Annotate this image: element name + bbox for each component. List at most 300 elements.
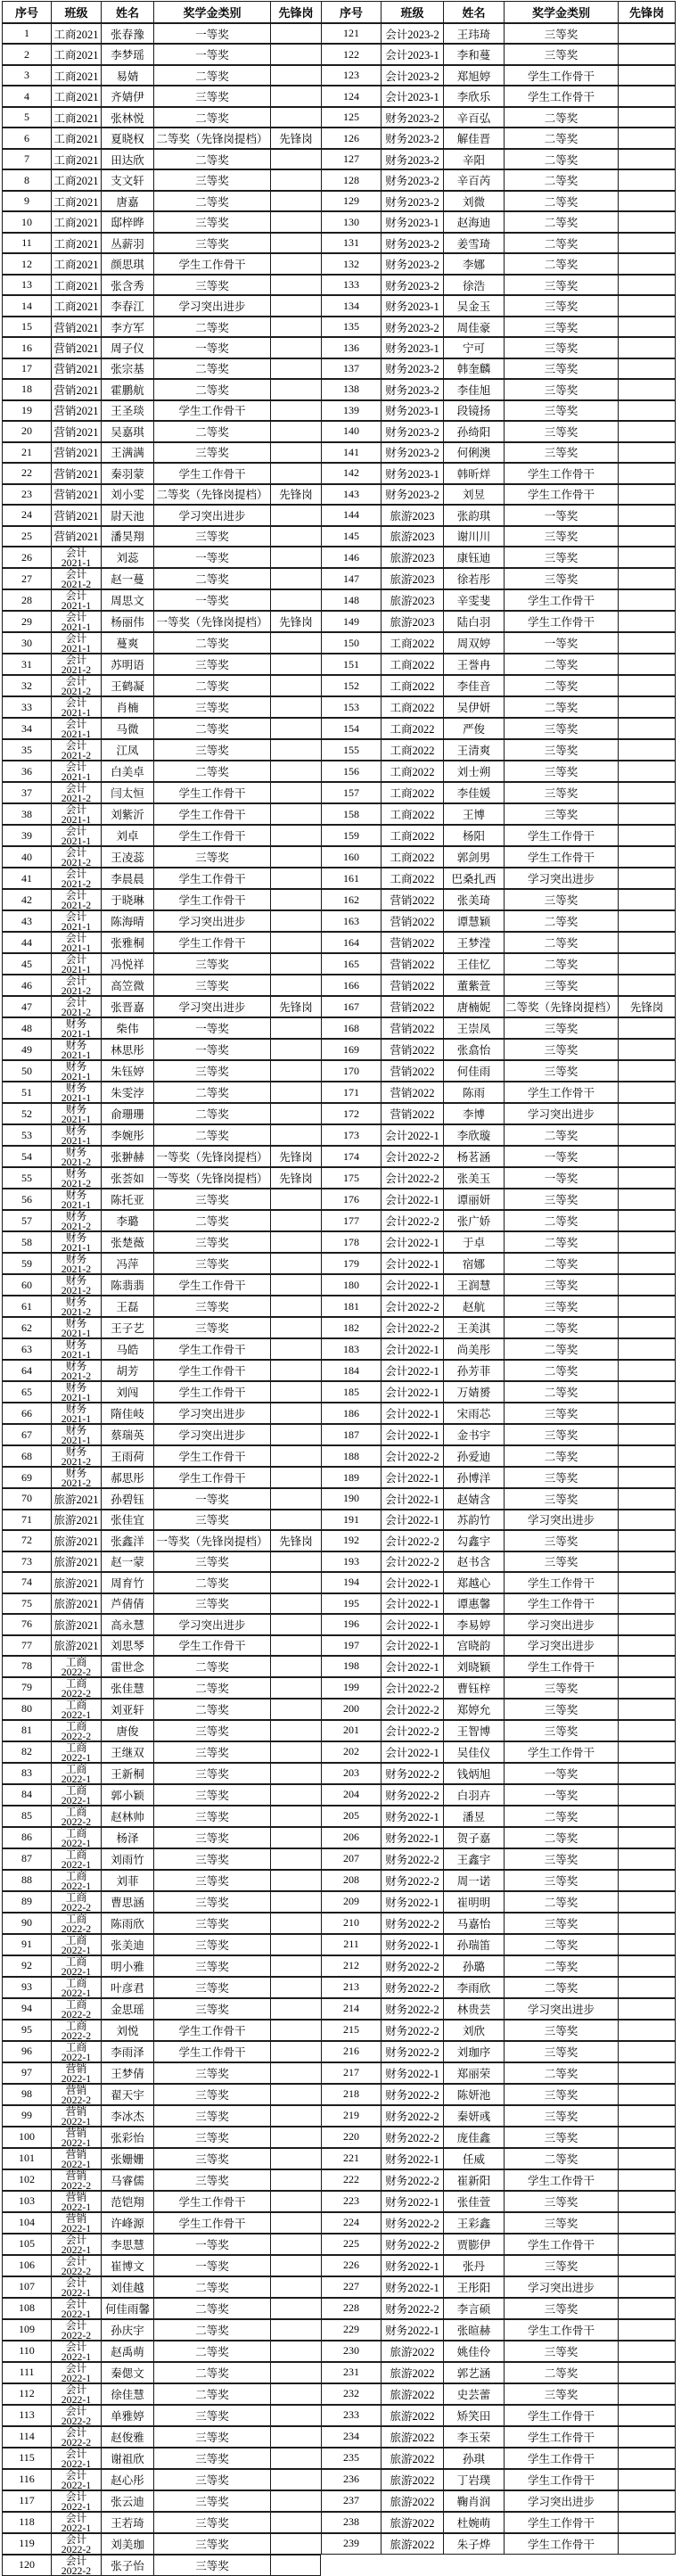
award-cell: 二等奖 [504,253,618,274]
class-cell [51,1253,101,1274]
seq-cell: 184 [321,1360,381,1381]
award-cell: 一等奖 [153,589,270,611]
pioneer-flag-cell [270,379,321,399]
seq-cell: 88 [2,1870,51,1891]
class-text-wrapped: 工商 2022-1 [61,1977,92,1997]
award-cell: 三等奖 [504,2084,618,2105]
seq-cell: 99 [2,2105,51,2127]
award-cell: 学生工作骨干 [504,2234,618,2255]
name-cell: 吴伊妍 [443,696,504,718]
class-cell [51,2020,101,2041]
pioneer-flag-cell [270,1317,321,1338]
seq-cell: 29 [2,611,51,632]
award-cell: 一等奖（先锋岗提档） [153,611,270,632]
award-cell: 三等奖 [504,295,618,316]
seq-cell: 118 [2,2512,51,2533]
award-cell: 学生工作骨干 [153,2191,270,2212]
seq-cell: 220 [321,2127,381,2148]
name-cell: 徐若彤 [443,568,504,589]
name-cell: 杨阳 [443,825,504,846]
class-text-wrapped: 财务 2021-1 [61,1082,92,1103]
seq-cell: 101 [2,2148,51,2169]
class-text-wrapped: 会计 2022-1 [61,2341,92,2361]
class-cell [51,1977,101,1998]
class-cell: 会计2022-1 [381,1593,443,1614]
class-cell: 旅游2022 [381,2426,443,2448]
seq-cell: 55 [2,1167,51,1189]
pioneer-flag-cell [270,1913,321,1934]
seq-cell: 152 [321,675,381,696]
seq-cell: 23 [2,484,51,505]
seq-cell: 151 [321,654,381,675]
name-cell: 李博 [443,1103,504,1124]
table-row [2,611,676,632]
class-cell: 营销2022 [381,953,443,975]
pioneer-flag-cell [270,1934,321,1955]
name-cell: 张春豫 [101,23,153,44]
class-cell: 旅游2021 [51,1488,101,1509]
name-cell: 严俊 [443,718,504,739]
award-cell: 三等奖 [153,2426,270,2448]
class-cell [51,2298,101,2319]
pioneer-flag-cell [270,1338,321,1360]
name-cell: 金书宇 [443,1424,504,1445]
class-cell [51,2341,101,2362]
name-cell: 陈海晴 [101,910,153,932]
table-row [2,2041,676,2062]
award-cell: 二等奖 [504,1891,618,1913]
class-cell [51,1317,101,1338]
award-cell: 三等奖 [504,2383,618,2405]
name-cell: 董紫萱 [443,975,504,996]
table-row [2,1998,676,2020]
pioneer-flag-cell [618,568,676,589]
award-cell: 二等奖 [504,1934,618,1955]
award-cell: 三等奖 [153,233,270,253]
pioneer-flag-cell [270,975,321,996]
award-cell: 二等奖 [504,1827,618,1848]
seq-cell: 19 [2,400,51,421]
class-text-wrapped: 营销 2022-2 [61,2084,92,2104]
name-cell: 李方军 [101,317,153,337]
pioneer-flag-cell [618,191,676,211]
class-cell: 财务2023-2 [381,128,443,148]
seq-cell: 57 [2,1210,51,1231]
award-cell: 二等奖 [504,1360,618,1381]
seq-cell: 239 [321,2533,381,2555]
seq-cell: 1 [2,23,51,44]
name-cell: 王清爽 [443,739,504,761]
class-text-wrapped: 会计 2022-1 [61,2234,92,2254]
class-cell [51,2127,101,2148]
class-text-wrapped: 财务 2021-1 [61,1382,92,1403]
class-cell: 会计2022-2 [381,1530,443,1551]
header-seq-right: 序号 [321,1,381,23]
class-text-wrapped: 会计 2021-2 [61,740,92,761]
seq-cell: 10 [2,211,51,232]
pioneer-flag-cell [618,611,676,632]
award-cell: 二等奖 [504,2362,618,2383]
class-cell: 旅游2021 [51,1593,101,1614]
name-cell: 王润慧 [443,1274,504,1296]
award-cell: 三等奖 [504,803,618,825]
award-cell: 学生工作骨干 [153,1635,270,1656]
pioneer-flag-cell [618,128,676,148]
table-row [2,782,676,803]
name-cell: 刘雨竹 [101,1848,153,1870]
pioneer-flag-cell [270,868,321,889]
award-cell: 三等奖 [504,1551,618,1572]
class-text-wrapped: 会计 2021-1 [61,826,92,846]
table-row [2,1445,676,1467]
name-cell: 勾鑫宇 [443,1530,504,1551]
class-cell [51,1870,101,1891]
name-cell: 解佳晋 [443,128,504,148]
pioneer-flag-cell [270,1253,321,1274]
name-cell: 徐佳慧 [101,2383,153,2405]
class-text-wrapped: 财务 2021-2 [61,1468,92,1488]
seq-cell: 33 [2,696,51,718]
pioneer-flag-cell [618,2084,676,2105]
name-cell: 辛雯斐 [443,589,504,611]
name-cell: 赵航 [443,1296,504,1317]
pioneer-flag-cell [270,2426,321,2448]
class-cell: 旅游2021 [51,1572,101,1593]
award-cell: 三等奖 [504,421,618,441]
class-text-wrapped: 会计 2022-2 [61,2426,92,2447]
name-cell: 赵一蔓 [101,568,153,589]
award-cell: 三等奖 [504,1274,618,1296]
class-cell [51,1146,101,1167]
pioneer-flag-cell [270,1848,321,1870]
seq-cell: 2 [2,44,51,64]
name-cell: 张美玉 [443,1167,504,1189]
pioneer-flag-cell [270,2041,321,2062]
table-row [2,654,676,675]
seq-cell: 105 [2,2234,51,2255]
seq-cell: 39 [2,825,51,846]
table-row [2,1510,676,1530]
pioneer-flag-cell [270,761,321,782]
award-cell: 三等奖 [153,739,270,761]
award-cell: 学生工作骨干 [153,825,270,846]
table-row [2,1146,676,1167]
table-row [2,1551,676,1572]
pioneer-flag-cell [270,1124,321,1146]
seq-cell: 163 [321,910,381,932]
seq-cell: 5 [2,107,51,128]
name-cell: 王鑫宇 [443,1848,504,1870]
pioneer-flag-cell [618,1891,676,1913]
class-cell: 财务2022-2 [381,2234,443,2255]
name-cell: 张韵琪 [443,505,504,525]
seq-cell: 237 [321,2490,381,2512]
name-cell: 康钰迪 [443,547,504,568]
pioneer-flag-cell [270,1403,321,1424]
pioneer-flag-cell [270,2469,321,2490]
class-cell [51,2105,101,2127]
award-cell: 学习突出进步 [504,2490,618,2512]
name-cell: 王誉冉 [443,654,504,675]
award-cell: 三等奖 [153,86,270,106]
table-row [2,1913,676,1934]
pioneer-flag-cell [270,1103,321,1124]
class-cell [51,1891,101,1913]
pioneer-flag-cell [270,589,321,611]
name-cell: 唐楠妮 [443,996,504,1017]
class-text-wrapped: 财务 2021-1 [61,1339,92,1360]
award-cell: 三等奖 [153,1998,270,2020]
name-cell: 赵书含 [443,1551,504,1572]
name-cell: 赵林帅 [101,1806,153,1827]
class-text-wrapped: 会计 2021-1 [61,719,92,739]
pioneer-flag-cell [618,23,676,44]
name-cell: 宁可 [443,337,504,358]
award-cell: 二等奖 [153,1082,270,1103]
pioneer-flag-cell [270,211,321,232]
name-cell: 冯萍 [101,1253,153,1274]
award-cell: 三等奖 [153,2405,270,2426]
class-cell: 财务2023-2 [381,107,443,128]
pioneer-flag-cell [270,953,321,975]
award-cell: 一等奖 [153,337,270,358]
seq-cell: 170 [321,1060,381,1082]
name-cell: 李佳媛 [443,782,504,803]
seq-cell: 186 [321,1403,381,1424]
class-cell [51,2448,101,2469]
table-row [2,1039,676,1060]
name-cell: 王继双 [101,1741,153,1763]
class-cell: 工商2021 [51,169,101,190]
name-cell: 隋佳岐 [101,1403,153,1424]
name-cell: 肖楠 [101,696,153,718]
class-text-wrapped: 工商 2022-2 [61,1998,92,2019]
class-cell: 会计2022-1 [381,1424,443,1445]
class-text-wrapped: 营销 2022-2 [61,2169,92,2190]
award-cell: 三等奖 [153,1763,270,1784]
award-cell: 三等奖 [153,1891,270,1913]
award-cell: 三等奖 [504,718,618,739]
pioneer-flag-cell [618,2191,676,2212]
table-row [2,191,676,211]
seq-cell: 201 [321,1720,381,1741]
class-cell [51,1720,101,1741]
name-cell: 夏晓权 [101,128,153,148]
name-cell: 李梦瑶 [101,44,153,64]
pioneer-flag-cell [618,1381,676,1403]
table-row [2,2362,676,2383]
award-cell: 三等奖 [504,739,618,761]
award-cell: 学生工作骨干 [153,2212,270,2234]
seq-cell: 4 [2,86,51,106]
award-cell: 学生工作骨干 [153,1381,270,1403]
name-cell: 齐婧伊 [101,86,153,106]
pioneer-flag-cell [618,2383,676,2405]
seq-cell: 232 [321,2383,381,2405]
class-cell: 财务2023-1 [381,400,443,421]
pioneer-flag-cell [270,2169,321,2191]
award-cell: 三等奖 [504,975,618,996]
name-cell: 姜雪琦 [443,233,504,253]
table-row [2,632,676,654]
table-row [2,1784,676,1806]
award-cell: 三等奖 [504,1296,618,1317]
seq-cell: 100 [2,2127,51,2148]
seq-cell: 195 [321,1593,381,1614]
seq-cell: 54 [2,1146,51,1167]
pioneer-flag-cell [270,1360,321,1381]
pioneer-flag-cell [618,1530,676,1551]
class-cell [51,568,101,589]
seq-cell: 139 [321,400,381,421]
table-row [2,1231,676,1253]
seq-cell: 211 [321,1934,381,1955]
award-cell: 学生工作骨干 [504,2469,618,2490]
class-cell: 旅游2021 [51,1510,101,1530]
class-cell: 财务2023-1 [381,211,443,232]
seq-cell: 197 [321,1635,381,1656]
name-cell: 叶彦君 [101,1977,153,1998]
award-cell: 学习突出进步 [504,868,618,889]
award-cell: 三等奖 [504,317,618,337]
class-cell: 财务2022-2 [381,1784,443,1806]
table-row [2,128,676,148]
seq-cell: 146 [321,547,381,568]
award-cell: 三等奖 [153,1870,270,1891]
award-cell [504,2555,618,2576]
seq-cell: 91 [2,1934,51,1955]
name-cell: 高笠微 [101,975,153,996]
award-cell: 学生工作骨干 [504,2319,618,2341]
class-cell: 营销2022 [381,910,443,932]
class-cell: 工商2022 [381,782,443,803]
name-cell: 柴伟 [101,1017,153,1039]
name-cell: 孙绮阳 [443,421,504,441]
class-cell: 旅游2022 [381,2362,443,2383]
name-cell: 王鹤凝 [101,675,153,696]
award-cell: 学生工作骨干 [504,463,618,483]
pioneer-flag-cell [270,1763,321,1784]
class-text-wrapped: 工商 2022-1 [61,1784,92,1805]
table-row [2,2084,676,2105]
name-cell: 林贵芸 [443,1998,504,2020]
seq-cell: 210 [321,1913,381,1934]
pioneer-flag-cell [618,782,676,803]
seq-cell: 215 [321,2020,381,2041]
award-cell: 三等奖 [504,275,618,295]
seq-cell: 17 [2,358,51,379]
award-cell: 三等奖 [504,526,618,547]
class-cell: 财务2022-2 [381,1998,443,2020]
award-cell: 三等奖 [504,2020,618,2041]
class-cell [51,803,101,825]
table-row [2,1488,676,1509]
seq-cell: 43 [2,910,51,932]
name-cell: 唐嘉 [101,191,153,211]
class-cell: 会计2022-2 [381,1551,443,1572]
award-cell: 一等奖 [153,2255,270,2276]
class-cell: 旅游2022 [381,2405,443,2426]
seq-cell: 224 [321,2212,381,2234]
name-cell: 张佳慧 [101,1677,153,1699]
pioneer-flag-cell [618,211,676,232]
class-cell [51,1338,101,1360]
pioneer-flag-cell [618,295,676,316]
pioneer-flag-cell [618,953,676,975]
header-award-left: 奖学金类别 [153,1,270,23]
name-cell: 崔博文 [101,2255,153,2276]
award-cell: 二等奖（先锋岗提档） [153,484,270,505]
award-cell: 二等奖 [504,932,618,953]
seq-cell: 150 [321,632,381,654]
name-cell: 史芸蕾 [443,2383,504,2405]
pioneer-flag-cell [270,463,321,483]
award-cell: 三等奖 [153,1253,270,1274]
class-cell [381,2555,443,2576]
award-cell: 学习突出进步 [504,2276,618,2298]
seq-cell: 193 [321,1551,381,1572]
class-text-wrapped: 会计 2022-1 [61,2383,92,2404]
class-text-wrapped: 会计 2021-1 [61,590,92,611]
seq-cell: 217 [321,2062,381,2084]
pioneer-flag-cell [618,2041,676,2062]
name-cell: 刘士朔 [443,761,504,782]
class-cell: 旅游2022 [381,2512,443,2533]
table-row [2,2469,676,2490]
seq-cell: 175 [321,1167,381,1189]
name-cell: 张楚薇 [101,1231,153,1253]
award-cell: 三等奖 [504,2127,618,2148]
table-row [2,1870,676,1891]
award-cell: 三等奖 [504,1699,618,1720]
class-cell: 旅游2023 [381,611,443,632]
class-cell [51,1424,101,1445]
table-row [2,169,676,190]
name-cell: 杨丽伟 [101,611,153,632]
seq-cell: 74 [2,1572,51,1593]
seq-cell: 30 [2,632,51,654]
award-cell: 三等奖 [153,1848,270,1870]
seq-cell: 176 [321,1189,381,1210]
table-row [2,2276,676,2298]
seq-cell: 80 [2,1699,51,1720]
class-cell: 会计2022-1 [381,1231,443,1253]
class-text-wrapped: 财务 2021-2 [61,1275,92,1296]
table-row [2,1381,676,1403]
seq-cell: 3 [2,65,51,86]
pioneer-flag-cell [270,400,321,421]
seq-cell: 115 [2,2448,51,2469]
pioneer-flag-cell [618,358,676,379]
name-cell: 金思瑶 [101,1998,153,2020]
class-text-wrapped: 工商 2022-1 [61,1955,92,1976]
class-cell [51,1189,101,1210]
award-cell: 三等奖 [153,2555,270,2576]
seq-cell: 174 [321,1146,381,1167]
seq-cell: 93 [2,1977,51,1998]
class-cell [51,1381,101,1403]
class-cell: 财务2023-2 [381,169,443,190]
class-text-wrapped: 会计 2021-2 [61,890,92,910]
seq-cell: 75 [2,1593,51,1614]
seq-cell: 206 [321,1827,381,1848]
pioneer-flag-cell [618,975,676,996]
award-cell: 学习突出进步 [153,505,270,525]
table-row [2,1060,676,1082]
class-cell: 营销2021 [51,442,101,463]
pioneer-flag-cell [618,1403,676,1424]
table-row [2,1274,676,1296]
